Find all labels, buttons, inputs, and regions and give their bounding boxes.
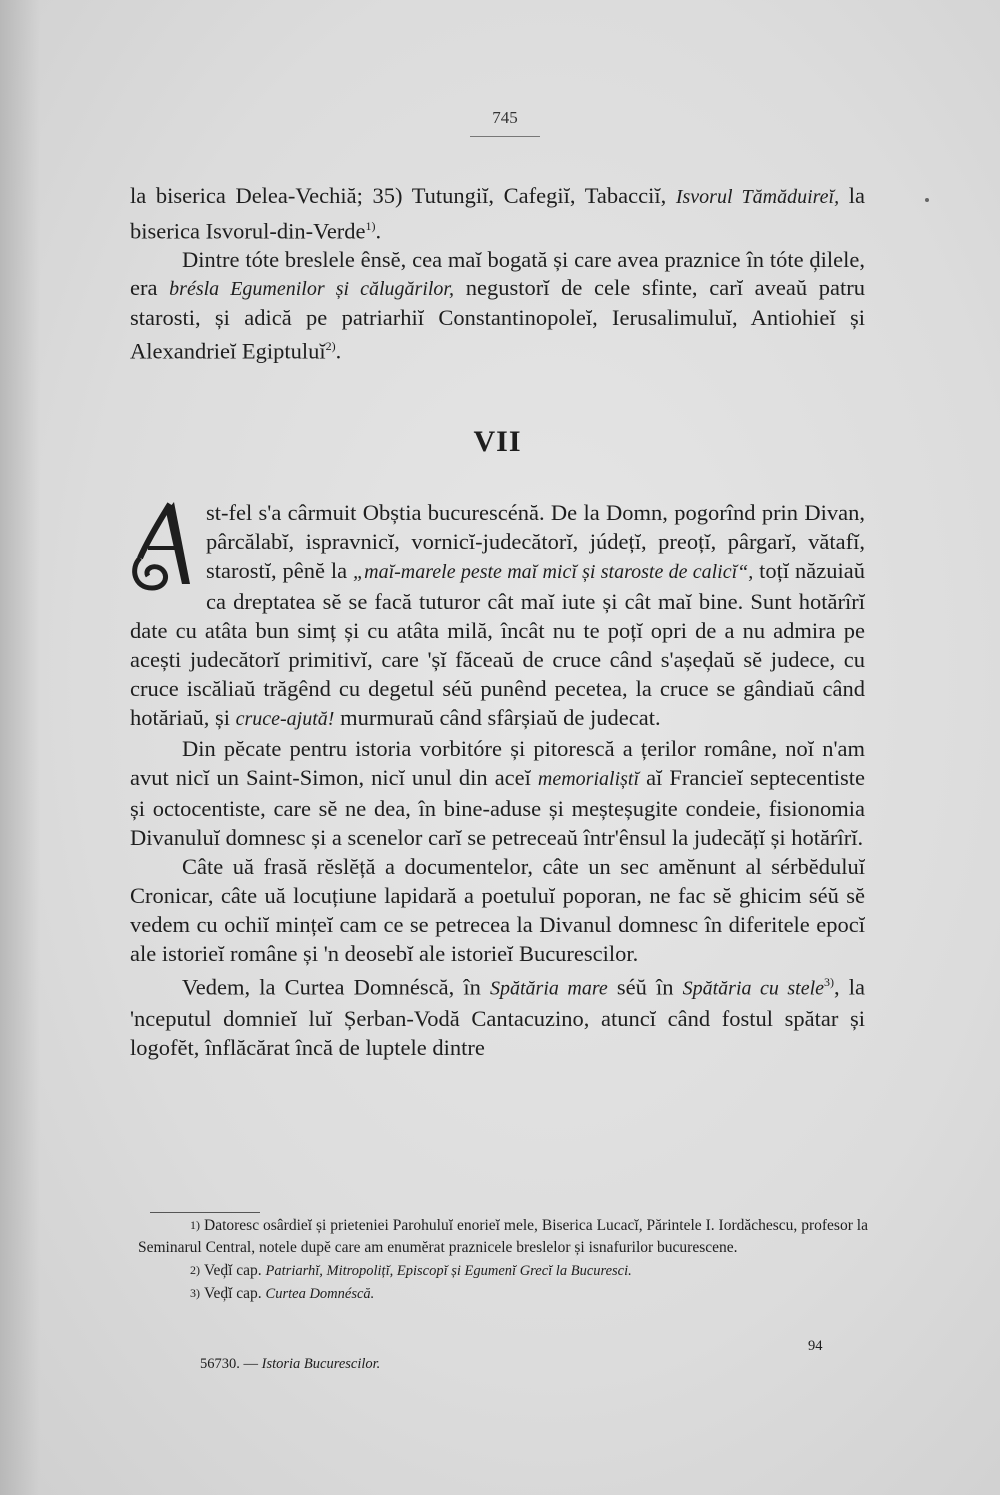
- italic-run: „maĭ-marele peste maĭ micĭ și staroste de calicĭ“,: [353, 561, 754, 583]
- text-run: la biserica Isvorul-din-Verde: [130, 183, 865, 244]
- footnote-ref: 3): [824, 975, 835, 989]
- signature-number: 56730. —: [200, 1356, 258, 1372]
- text-run: negustorĭ de cele sfinte, carĭ aveaŭ patru starosti, și adică pe patriarhiĭ Constantinopoleĭ, Ierusalimuluĭ, Antiohieĭ și Alexandrieĭ Egiptuluĭ: [130, 275, 866, 364]
- text-run: Din pĕcate pentru istoria vorbitóre și pitorescă a țerilor române, noĭ n'am avut nicĭ un Saint-Simon, nicĭ unul din aceĭ: [130, 736, 865, 790]
- footnote-3: [138, 1282, 868, 1305]
- footnote-text: Veḑĭ cap.: [204, 1285, 262, 1302]
- footnote-number: 3): [190, 1286, 200, 1300]
- footnote-italic: Patriarhĭ, Mitropolițĭ, Episcopĭ și Egumenĭ Grecĭ la Bucuresci.: [265, 1263, 632, 1279]
- signature-title: Istoria Bucurescilor.: [261, 1356, 381, 1372]
- chapter-paragraph-3: Câte uă frasă rĕslĕță a documentelor, câte un sec amĕnunt al sérbĕduluĭ Cronicar, câte uă locuțiune lapidară a poetuluĭ poporan, ne fac sĕ ghicim séŭ sĕ vedem cu ochiĭ mințeĭ cam ce se petrecea la Divanul domnesc în diferitele epocĭ ale istorieĭ române și 'n deosebĭ ale istorieĭ Bucurescilor.: [130, 854, 865, 966]
- margin-dot: [925, 198, 929, 202]
- text-run: st-fel s'a cârmuit Obștia bucurescénă. De la Domn, pogorînd prin Divan, pârcălabĭ, ispravnicĭ, vornicĭ-judecătorĭ, júdețĭ, preoțĭ, pârgarĭ, vătafĭ, starostĭ, pênĕ la: [206, 500, 865, 583]
- footnote-ref: 1): [365, 218, 376, 233]
- page-edge-shadow: [0, 0, 40, 1495]
- text-run: murmuraŭ când sfârșiaŭ de judecat.: [340, 705, 661, 730]
- text-run: aĭ Francieĭ septecentiste și octocentiste, care sĕ ne dea, în bine-aduse și meșteșugite condeie, fisionomia Divanuluĭ domnesc și a scenelor carĭ se petreceaŭ într'ênsul la judecățĭ și hotărîrĭ.: [130, 765, 865, 850]
- text-run: .: [375, 218, 382, 244]
- text-run: séŭ în: [616, 974, 674, 1000]
- text-run: Vedem, la Curtea Domnéscă, în: [182, 974, 481, 1000]
- footnote-number: 2): [190, 1263, 200, 1277]
- footnote-2: [138, 1259, 868, 1282]
- italic-run: cruce-ajută!: [235, 708, 335, 730]
- ornamental-dropcap-a-icon: [130, 500, 196, 592]
- italic-run: Spătăria cu stele: [682, 977, 825, 1000]
- chapter-paragraph-1: [130, 498, 865, 734]
- sheet-signature-number: 94: [808, 1338, 823, 1354]
- italic-run: Spătăria mare: [490, 977, 608, 1000]
- text-run: Dintre tóte breslele ênsĕ, cea maĭ bogată și care avea praznice în tóte ḑilele, era: [130, 246, 865, 301]
- page-number-rule: [470, 136, 540, 137]
- footnote-number: 1): [190, 1218, 200, 1232]
- text-run: .: [335, 338, 342, 364]
- footnotes: [138, 1214, 868, 1305]
- italic-run: brésla Egumenilor și călugărilor,: [169, 278, 455, 301]
- page-number: 745: [492, 108, 518, 127]
- section-heading: VII: [473, 425, 522, 458]
- text-run: , la 'nceputul domnieĭ luĭ Șerban-Vodă Cantacuzino, atuncĭ când fostul spătar și logofĕt, înflăcărat încă de luptele dintre: [130, 974, 865, 1060]
- paragraph-1: [130, 182, 865, 246]
- footnote-text: Veḑĭ cap.: [204, 1262, 262, 1279]
- opening-paragraphs: [130, 182, 865, 367]
- chapter-body: [130, 498, 865, 1062]
- footnote-1: [138, 1214, 868, 1259]
- italic-run: Isvorul Tămăduireĭ,: [675, 186, 840, 208]
- paragraph-2: [130, 246, 865, 367]
- footnote-ref: 2): [325, 339, 336, 354]
- chapter-paragraph-2: [130, 734, 865, 852]
- footnote-text: Datoresc osârdieĭ și prieteniei Parohuluĭ enorieĭ mele, Biserica Lucacĭ, Părintele I. Iordăchescu, profesor la Seminarul Central, notele dupĕ care am enumĕrat praznicele breslelor și isnafurilor bucurescene.: [138, 1217, 868, 1256]
- text-run: la biserica Delea-Vechiă; 35) Tutungiĭ, Cafegiĭ, Tabacciĭ,: [130, 183, 667, 208]
- footnote-separator: [150, 1212, 260, 1213]
- italic-run: memorialiștĭ: [537, 768, 640, 790]
- chapter-paragraph-4: [130, 968, 865, 1062]
- text-run: toțĭ năzuiaŭ ca dreptatea sĕ se facă tuturor cât maĭ iute și cât maĭ bine. Sunt hotărîrĭ date cu atâta bun simț și cu atâta milă, încât nu te poțĭ opri de a nu admira pe acești judecătorĭ primitivĭ, care 'șĭ făceaŭ de cruce când s'așeḑaŭ sĕ judece, cu cruce iscăliaŭ trăgênd cu degetul séŭ punênd pecetea, la cruce se gândiaŭ când hotăriaŭ, și: [130, 558, 866, 730]
- footnote-italic: Curtea Domnéscă.: [265, 1286, 375, 1302]
- printer-signature: [200, 1356, 380, 1373]
